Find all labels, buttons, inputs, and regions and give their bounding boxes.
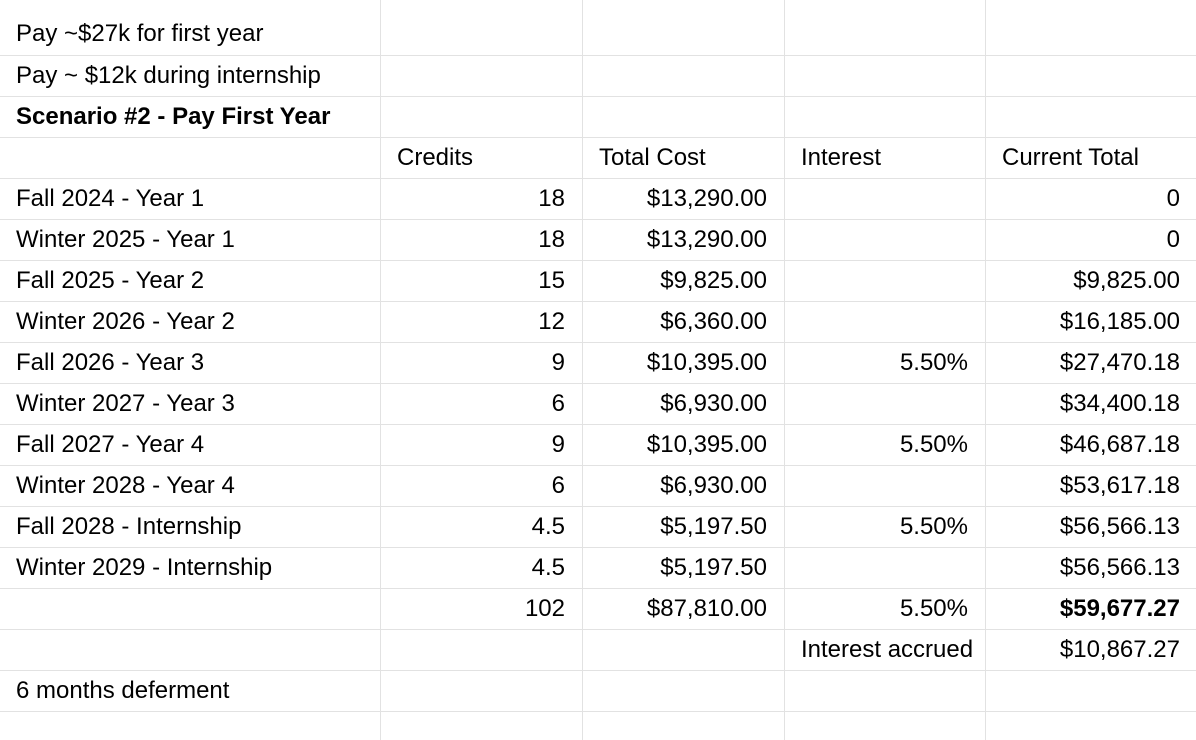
sheet-cell[interactable]: Winter 2027 - Year 3 (0, 384, 381, 425)
sheet-cell[interactable] (785, 302, 986, 343)
sheet-cell[interactable] (785, 261, 986, 302)
sheet-cell[interactable]: $56,566.13 (986, 548, 1196, 589)
sheet-cell[interactable]: Credits (381, 138, 583, 179)
sheet-row (0, 712, 1196, 740)
sheet-cell[interactable] (785, 384, 986, 425)
sheet-cell[interactable] (986, 0, 1196, 56)
sheet-cell[interactable] (583, 97, 785, 138)
sheet-cell[interactable] (0, 138, 381, 179)
sheet-cell[interactable] (0, 712, 381, 740)
sheet-cell[interactable]: $16,185.00 (986, 302, 1196, 343)
sheet-cell[interactable] (583, 56, 785, 97)
sheet-row (0, 630, 1196, 671)
sheet-cell[interactable]: Winter 2028 - Year 4 (0, 466, 381, 507)
sheet-row (0, 425, 1196, 466)
sheet-cell[interactable]: $34,400.18 (986, 384, 1196, 425)
sheet-row (0, 261, 1196, 302)
sheet-cell[interactable] (986, 97, 1196, 138)
sheet-cell[interactable] (0, 630, 381, 671)
sheet-cell[interactable]: Interest (785, 138, 986, 179)
sheet-cell[interactable]: Winter 2026 - Year 2 (0, 302, 381, 343)
sheet-cell[interactable]: Fall 2026 - Year 3 (0, 343, 381, 384)
sheet-cell[interactable] (986, 712, 1196, 740)
sheet-cell[interactable] (381, 630, 583, 671)
sheet-cell[interactable]: $53,617.18 (986, 466, 1196, 507)
sheet-cell[interactable]: $46,687.18 (986, 425, 1196, 466)
sheet-cell[interactable] (381, 56, 583, 97)
sheet-cell[interactable]: 102 (381, 589, 583, 630)
sheet-cell[interactable]: 5.50% (785, 507, 986, 548)
sheet-cell[interactable]: $13,290.00 (583, 179, 785, 220)
sheet-cell[interactable]: 9 (381, 343, 583, 384)
sheet-cell[interactable] (381, 712, 583, 740)
sheet-row (0, 384, 1196, 425)
sheet-row (0, 220, 1196, 261)
sheet-row (0, 138, 1196, 179)
sheet-cell[interactable]: $56,566.13 (986, 507, 1196, 548)
sheet-cell[interactable]: 0 (986, 220, 1196, 261)
sheet-cell[interactable] (785, 220, 986, 261)
sheet-cell[interactable]: $13,290.00 (583, 220, 785, 261)
sheet-cell[interactable]: 4.5 (381, 507, 583, 548)
sheet-cell[interactable] (785, 97, 986, 138)
sheet-cell[interactable] (785, 466, 986, 507)
sheet-cell[interactable]: $6,930.00 (583, 384, 785, 425)
sheet-cell[interactable]: $10,395.00 (583, 425, 785, 466)
sheet-row (0, 466, 1196, 507)
sheet-cell[interactable] (785, 548, 986, 589)
sheet-cell[interactable] (583, 671, 785, 712)
sheet-cell[interactable]: Total Cost (583, 138, 785, 179)
sheet-cell[interactable] (0, 589, 381, 630)
sheet-cell[interactable]: $6,360.00 (583, 302, 785, 343)
sheet-cell[interactable]: $5,197.50 (583, 548, 785, 589)
sheet-cell[interactable]: $9,825.00 (583, 261, 785, 302)
sheet-cell[interactable]: Fall 2024 - Year 1 (0, 179, 381, 220)
sheet-cell[interactable]: 15 (381, 261, 583, 302)
sheet-cell[interactable] (381, 97, 583, 138)
sheet-cell[interactable]: 5.50% (785, 425, 986, 466)
sheet-cell[interactable] (583, 0, 785, 56)
sheet-cell[interactable] (986, 56, 1196, 97)
sheet-cell[interactable]: Winter 2025 - Year 1 (0, 220, 381, 261)
sheet-cell[interactable] (785, 56, 986, 97)
sheet-cell[interactable] (381, 671, 583, 712)
sheet-cell[interactable]: 6 (381, 384, 583, 425)
sheet-cell[interactable]: Fall 2027 - Year 4 (0, 425, 381, 466)
sheet-cell[interactable] (986, 671, 1196, 712)
sheet-cell[interactable] (583, 712, 785, 740)
sheet-cell[interactable]: 9 (381, 425, 583, 466)
sheet-cell[interactable] (785, 179, 986, 220)
sheet-row (0, 0, 1196, 56)
sheet-cell[interactable]: $9,825.00 (986, 261, 1196, 302)
sheet-cell[interactable]: Pay ~ $12k during internship (0, 56, 381, 97)
sheet-row (0, 302, 1196, 343)
sheet-cell[interactable]: 5.50% (785, 589, 986, 630)
sheet-cell[interactable]: $87,810.00 (583, 589, 785, 630)
sheet-cell[interactable]: $5,197.50 (583, 507, 785, 548)
sheet-cell[interactable]: $6,930.00 (583, 466, 785, 507)
sheet-cell[interactable] (785, 671, 986, 712)
sheet-cell[interactable]: $59,677.27 (986, 589, 1196, 630)
sheet-cell[interactable] (785, 0, 986, 56)
sheet-cell[interactable]: Interest accrued (785, 630, 986, 671)
sheet-cell[interactable]: $27,470.18 (986, 343, 1196, 384)
sheet-cell[interactable]: Fall 2025 - Year 2 (0, 261, 381, 302)
sheet-cell[interactable]: Fall 2028 - Internship (0, 507, 381, 548)
sheet-cell[interactable]: 4.5 (381, 548, 583, 589)
sheet-cell[interactable]: 6 (381, 466, 583, 507)
sheet-cell[interactable]: 6 months deferment (0, 671, 381, 712)
sheet-cell[interactable]: $10,395.00 (583, 343, 785, 384)
sheet-cell[interactable]: Current Total (986, 138, 1196, 179)
sheet-row (0, 56, 1196, 97)
sheet-cell[interactable]: 18 (381, 220, 583, 261)
sheet-cell[interactable]: $10,867.27 (986, 630, 1196, 671)
sheet-cell[interactable]: Scenario #2 - Pay First Year (0, 97, 381, 138)
sheet-row (0, 671, 1196, 712)
sheet-cell[interactable]: 0 (986, 179, 1196, 220)
sheet-cell[interactable] (381, 0, 583, 56)
sheet-cell[interactable]: 5.50% (785, 343, 986, 384)
sheet-row (0, 179, 1196, 220)
sheet-cell[interactable] (785, 712, 986, 740)
sheet-cell[interactable]: 12 (381, 302, 583, 343)
sheet-cell[interactable]: Pay ~$27k for first year (0, 0, 381, 56)
sheet-cell[interactable]: Winter 2029 - Internship (0, 548, 381, 589)
sheet-row (0, 97, 1196, 138)
sheet-row (0, 548, 1196, 589)
sheet-cell[interactable]: 18 (381, 179, 583, 220)
sheet-row (0, 507, 1196, 548)
sheet-cell[interactable] (583, 630, 785, 671)
sheet-row (0, 589, 1196, 630)
sheet-row (0, 343, 1196, 384)
